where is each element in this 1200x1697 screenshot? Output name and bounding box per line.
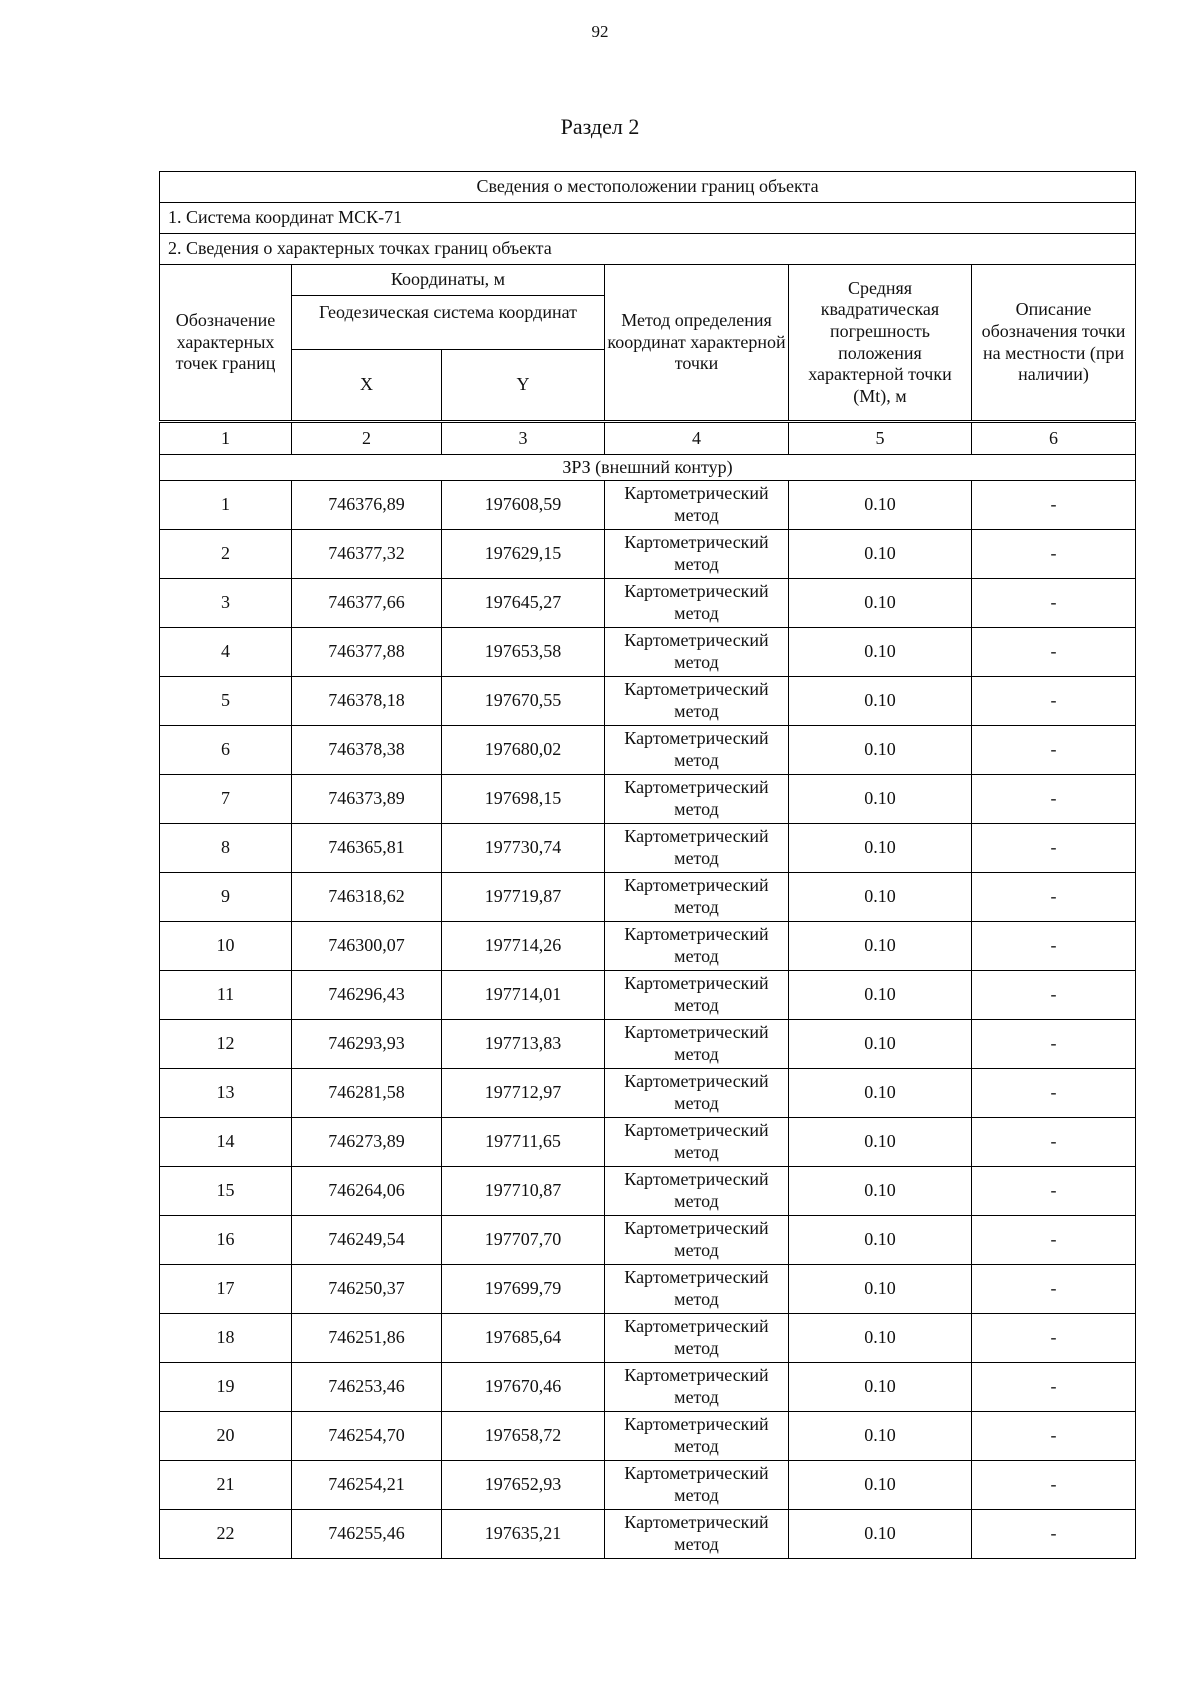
y-coordinate-cell: 197710,87	[442, 1167, 605, 1216]
error-cell: 0.10	[789, 775, 972, 824]
y-coordinate-cell: 197629,15	[442, 530, 605, 579]
table-row	[160, 1461, 1136, 1510]
table-row	[160, 775, 1136, 824]
x-coordinate-cell: 746376,89	[292, 481, 442, 530]
table-row	[160, 677, 1136, 726]
y-coordinate-cell: 197698,15	[442, 775, 605, 824]
method-cell: Картометрический метод	[605, 1363, 789, 1412]
description-cell: -	[972, 579, 1136, 628]
x-coordinate-cell: 746377,32	[292, 530, 442, 579]
y-coordinate-cell: 197714,01	[442, 971, 605, 1020]
method-cell: Картометрический метод	[605, 1069, 789, 1118]
column-numbers-row	[160, 422, 1136, 455]
table-row	[160, 922, 1136, 971]
table-row	[160, 1167, 1136, 1216]
method-cell: Картометрический метод	[605, 922, 789, 971]
y-coordinate-cell: 197685,64	[442, 1314, 605, 1363]
x-coordinate-cell: 746300,07	[292, 922, 442, 971]
y-coordinate-cell: 197711,65	[442, 1118, 605, 1167]
point-number-cell: 13	[160, 1069, 292, 1118]
table-row	[160, 1510, 1136, 1559]
error-cell: 0.10	[789, 824, 972, 873]
header-geodetic-system: Геодезическая система координат	[292, 296, 605, 350]
x-coordinate-cell: 746377,88	[292, 628, 442, 677]
error-cell: 0.10	[789, 873, 972, 922]
x-coordinate-cell: 746318,62	[292, 873, 442, 922]
x-coordinate-cell: 746296,43	[292, 971, 442, 1020]
error-cell: 0.10	[789, 1265, 972, 1314]
y-coordinate-cell: 197714,26	[442, 922, 605, 971]
point-number-cell: 10	[160, 922, 292, 971]
point-number-cell: 11	[160, 971, 292, 1020]
method-cell: Картометрический метод	[605, 628, 789, 677]
description-cell: -	[972, 677, 1136, 726]
point-number-cell: 7	[160, 775, 292, 824]
description-cell: -	[972, 726, 1136, 775]
method-cell: Картометрический метод	[605, 971, 789, 1020]
description-cell: -	[972, 481, 1136, 530]
description-cell: -	[972, 1167, 1136, 1216]
table-body	[160, 172, 1136, 1559]
point-number-cell: 21	[160, 1461, 292, 1510]
point-number-cell: 6	[160, 726, 292, 775]
description-cell: -	[972, 1216, 1136, 1265]
description-cell: -	[972, 1314, 1136, 1363]
table-title-row	[160, 172, 1136, 203]
contour-label: ЗРЗ (внешний контур)	[160, 455, 1136, 481]
method-cell: Картометрический метод	[605, 1412, 789, 1461]
method-cell: Картометрический метод	[605, 824, 789, 873]
x-coordinate-cell: 746378,38	[292, 726, 442, 775]
point-number-cell: 19	[160, 1363, 292, 1412]
point-number-cell: 20	[160, 1412, 292, 1461]
description-cell: -	[972, 628, 1136, 677]
table-row	[160, 1118, 1136, 1167]
description-cell: -	[972, 922, 1136, 971]
column-number: 6	[972, 422, 1136, 455]
point-number-cell: 12	[160, 1020, 292, 1069]
table-row	[160, 481, 1136, 530]
point-number-cell: 14	[160, 1118, 292, 1167]
method-cell: Картометрический метод	[605, 677, 789, 726]
point-number-cell: 3	[160, 579, 292, 628]
point-number-cell: 9	[160, 873, 292, 922]
coordinate-system-row	[160, 203, 1136, 234]
table-title: Сведения о местоположении границ объекта	[160, 172, 1136, 203]
point-number-cell: 4	[160, 628, 292, 677]
point-number-cell: 15	[160, 1167, 292, 1216]
table-row	[160, 1216, 1136, 1265]
description-cell: -	[972, 1461, 1136, 1510]
table-row	[160, 1265, 1136, 1314]
x-coordinate-cell: 746373,89	[292, 775, 442, 824]
header-error: Средняя квадратическая погрешность положения характерной точки (Mt), м	[789, 265, 972, 422]
error-cell: 0.10	[789, 1118, 972, 1167]
method-cell: Картометрический метод	[605, 1020, 789, 1069]
y-coordinate-cell: 197670,55	[442, 677, 605, 726]
method-cell: Картометрический метод	[605, 1167, 789, 1216]
y-coordinate-cell: 197699,79	[442, 1265, 605, 1314]
method-cell: Картометрический метод	[605, 579, 789, 628]
page-number: 92	[591, 22, 609, 41]
description-cell: -	[972, 1020, 1136, 1069]
point-number-cell: 8	[160, 824, 292, 873]
table-row	[160, 1020, 1136, 1069]
error-cell: 0.10	[789, 1363, 972, 1412]
header-coordinates: Координаты, м	[292, 265, 605, 296]
point-number-cell: 16	[160, 1216, 292, 1265]
error-cell: 0.10	[789, 1069, 972, 1118]
x-coordinate-cell: 746264,06	[292, 1167, 442, 1216]
x-coordinate-cell: 746378,18	[292, 677, 442, 726]
method-cell: Картометрический метод	[605, 775, 789, 824]
method-cell: Картометрический метод	[605, 726, 789, 775]
header-method: Метод определения координат характерной точки	[605, 265, 789, 422]
error-cell: 0.10	[789, 971, 972, 1020]
header-x: X	[292, 350, 442, 422]
x-coordinate-cell: 746249,54	[292, 1216, 442, 1265]
table-row	[160, 1314, 1136, 1363]
header-description: Описание обозначения точки на местности (при наличии)	[972, 265, 1136, 422]
y-coordinate-cell: 197653,58	[442, 628, 605, 677]
error-cell: 0.10	[789, 1314, 972, 1363]
description-cell: -	[972, 1265, 1136, 1314]
boundary-points-table	[159, 171, 1136, 1559]
error-cell: 0.10	[789, 1510, 972, 1559]
x-coordinate-cell: 746253,46	[292, 1363, 442, 1412]
description-cell: -	[972, 530, 1136, 579]
method-cell: Картометрический метод	[605, 1216, 789, 1265]
x-coordinate-cell: 746293,93	[292, 1020, 442, 1069]
column-number: 3	[442, 422, 605, 455]
x-coordinate-cell: 746365,81	[292, 824, 442, 873]
x-coordinate-cell: 746377,66	[292, 579, 442, 628]
y-coordinate-cell: 197713,83	[442, 1020, 605, 1069]
y-coordinate-cell: 197652,93	[442, 1461, 605, 1510]
description-cell: -	[972, 775, 1136, 824]
error-cell: 0.10	[789, 922, 972, 971]
error-cell: 0.10	[789, 1020, 972, 1069]
x-coordinate-cell: 746250,37	[292, 1265, 442, 1314]
column-number: 5	[789, 422, 972, 455]
point-number-cell: 5	[160, 677, 292, 726]
description-cell: -	[972, 1363, 1136, 1412]
coordinate-system: 1. Система координат МСК-71	[160, 203, 1136, 234]
y-coordinate-cell: 197608,59	[442, 481, 605, 530]
table-row	[160, 873, 1136, 922]
error-cell: 0.10	[789, 530, 972, 579]
y-coordinate-cell: 197658,72	[442, 1412, 605, 1461]
contour-row	[160, 455, 1136, 481]
point-number-cell: 1	[160, 481, 292, 530]
header-row-1	[160, 265, 1136, 296]
error-cell: 0.10	[789, 726, 972, 775]
table-row	[160, 824, 1136, 873]
method-cell: Картометрический метод	[605, 481, 789, 530]
point-number-cell: 17	[160, 1265, 292, 1314]
table-row	[160, 971, 1136, 1020]
point-number-cell: 22	[160, 1510, 292, 1559]
method-cell: Картометрический метод	[605, 873, 789, 922]
error-cell: 0.10	[789, 677, 972, 726]
method-cell: Картометрический метод	[605, 1461, 789, 1510]
column-number: 4	[605, 422, 789, 455]
x-coordinate-cell: 746254,70	[292, 1412, 442, 1461]
x-coordinate-cell: 746281,58	[292, 1069, 442, 1118]
column-number: 1	[160, 422, 292, 455]
y-coordinate-cell: 197645,27	[442, 579, 605, 628]
table-row	[160, 1069, 1136, 1118]
error-cell: 0.10	[789, 1461, 972, 1510]
method-cell: Картометрический метод	[605, 1265, 789, 1314]
method-cell: Картометрический метод	[605, 1314, 789, 1363]
description-cell: -	[972, 1069, 1136, 1118]
error-cell: 0.10	[789, 579, 972, 628]
x-coordinate-cell: 746251,86	[292, 1314, 442, 1363]
error-cell: 0.10	[789, 628, 972, 677]
description-cell: -	[972, 1510, 1136, 1559]
y-coordinate-cell: 197719,87	[442, 873, 605, 922]
points-title: 2. Сведения о характерных точках границ объекта	[160, 234, 1136, 265]
y-coordinate-cell: 197712,97	[442, 1069, 605, 1118]
y-coordinate-cell: 197680,02	[442, 726, 605, 775]
method-cell: Картометрический метод	[605, 530, 789, 579]
y-coordinate-cell: 197670,46	[442, 1363, 605, 1412]
table-row	[160, 628, 1136, 677]
y-coordinate-cell: 197707,70	[442, 1216, 605, 1265]
section-title: Раздел 2	[560, 114, 640, 139]
x-coordinate-cell: 746254,21	[292, 1461, 442, 1510]
table-row	[160, 726, 1136, 775]
points-title-row	[160, 234, 1136, 265]
error-cell: 0.10	[789, 1412, 972, 1461]
y-coordinate-cell: 197730,74	[442, 824, 605, 873]
description-cell: -	[972, 1118, 1136, 1167]
description-cell: -	[972, 824, 1136, 873]
x-coordinate-cell: 746255,46	[292, 1510, 442, 1559]
description-cell: -	[972, 971, 1136, 1020]
table-row	[160, 1412, 1136, 1461]
y-coordinate-cell: 197635,21	[442, 1510, 605, 1559]
method-cell: Картометрический метод	[605, 1118, 789, 1167]
description-cell: -	[972, 873, 1136, 922]
header-y: Y	[442, 350, 605, 422]
table-row	[160, 530, 1136, 579]
x-coordinate-cell: 746273,89	[292, 1118, 442, 1167]
header-designation: Обозначение характерных точек границ	[160, 265, 292, 422]
method-cell: Картометрический метод	[605, 1510, 789, 1559]
point-number-cell: 2	[160, 530, 292, 579]
table-row	[160, 1363, 1136, 1412]
error-cell: 0.10	[789, 481, 972, 530]
error-cell: 0.10	[789, 1167, 972, 1216]
description-cell: -	[972, 1412, 1136, 1461]
error-cell: 0.10	[789, 1216, 972, 1265]
point-number-cell: 18	[160, 1314, 292, 1363]
table-row	[160, 579, 1136, 628]
column-number: 2	[292, 422, 442, 455]
